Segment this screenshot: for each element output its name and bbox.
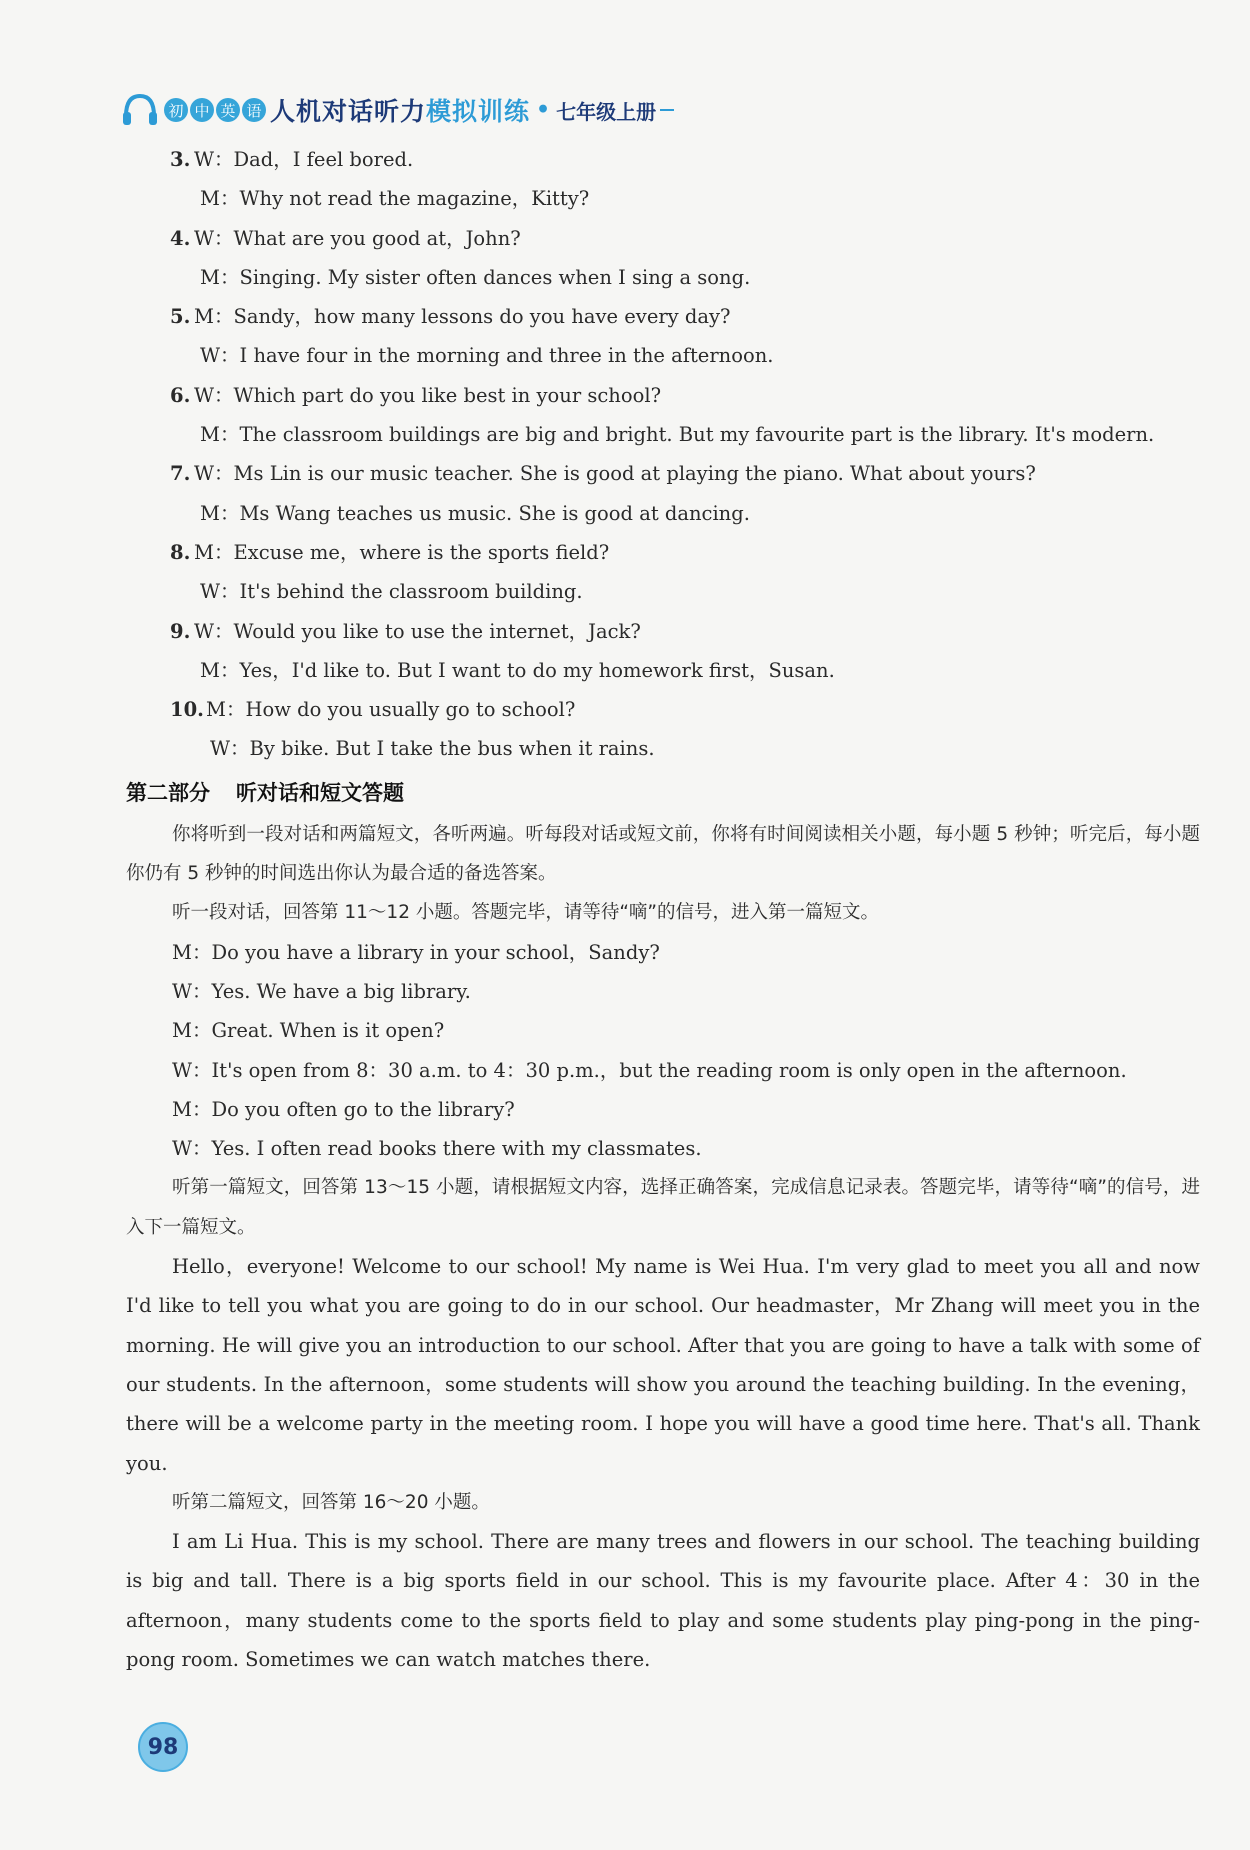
headphones-icon	[120, 90, 160, 130]
question-text: W：Which part do you like best in your school?	[194, 383, 662, 407]
subject-pill: 语	[242, 98, 266, 122]
dialogue-response: M：Singing. My sister often dances when I sing a song.	[200, 265, 751, 289]
section-label: 第二部分	[126, 780, 210, 805]
question-text: M：Sandy，how many lessons do you have every day?	[194, 305, 731, 329]
dialogue-question: 10. M：How do you usually go to school?	[170, 698, 576, 722]
header-title-main: 人机对话听力	[270, 97, 427, 126]
dialogue-line: M：Do you have a library in your school，Sandy?	[172, 940, 660, 964]
dialogue-line: M：Do you often go to the library?	[172, 1097, 515, 1121]
header-decoration	[660, 109, 674, 111]
dialogue-response: M：Yes，I'd like to. But I want to do my homework first，Susan.	[200, 658, 835, 682]
passage2-text: I am Li Hua. This is my school. There are many trees and flowers in our school. The teaching building is big and tall. There is a big sports field in our school. This is my favourite place. After 4：30 in the afternoon，many students come to the sports field to play and some students play ping-pong in the ping-pong room. Sometimes we can watch matches there.	[126, 1530, 1200, 1671]
section-title: 听对话和短文答题	[236, 780, 404, 805]
dialogue-question: 6. W：Which part do you like best in your school?	[170, 383, 662, 407]
header-grade: 七年级上册	[556, 99, 657, 124]
dialogue-question: 8. M：Excuse me，where is the sports field?	[170, 540, 610, 564]
dialogue-response: W：I have four in the morning and three in the afternoon.	[200, 344, 774, 368]
dialogue-line: W：It's open from 8：30 a.m. to 4：30 p.m.，but the reading room is only open in the afternoon.	[172, 1058, 1127, 1082]
page-header	[120, 88, 674, 132]
dialogue-question: 5. M：Sandy，how many lessons do you have every day?	[170, 305, 731, 329]
dialogue-question: 3. W：Dad，I feel bored.	[170, 148, 414, 171]
dialogue-question: 9. W：Would you like to use the internet，Jack?	[170, 619, 641, 643]
headphones-icon	[138, 1722, 188, 1772]
subject-pill: 初	[164, 98, 188, 122]
dialogue-response: M：Ms Wang teaches us music. She is good at dancing.	[200, 501, 750, 525]
dialogue-line: M：Great. When is it open?	[172, 1019, 445, 1043]
header-separator: •	[536, 97, 551, 123]
dialogue-response: M：The classroom buildings are big and bright. But my favourite part is the library. It's modern.	[200, 423, 1155, 447]
question-text: M：How do you usually go to school?	[206, 698, 576, 722]
question-text: W：Dad，I feel bored.	[194, 148, 414, 171]
dialogue-question: 4. W：What are you good at，John?	[170, 226, 521, 250]
question-text: W：Would you like to use the internet，Jack?	[194, 619, 641, 643]
question-text: W：What are you good at，John?	[194, 226, 521, 250]
question-text: M：Excuse me，where is the sports field?	[194, 540, 610, 564]
section-intro: 你将听到一段对话和两篇短文，各听两遍。听每段对话或短文前，你将有时间阅读相关小题，每小题 5 秒钟；听完后，每小题你仍有 5 秒钟的时间选出你认为最合适的备选答案。	[126, 823, 1200, 885]
passage2-instruction: 听第二篇短文，回答第 16～20 小题。	[172, 1491, 490, 1513]
question-text: W：Ms Lin is our music teacher. She is good at playing the piano. What about yours?	[194, 462, 1036, 486]
header-title-accent: 模拟训练	[426, 97, 531, 126]
passage1-text: Hello，everyone! Welcome to our school! My name is Wei Hua. I'm very glad to meet you all and now I'd like to tell you what you are going to do in our school. Our headmaster，Mr Zhang will meet you in the morning. He will give you an introduction to our school. After that you are going to have a talk with some of our students. In the afternoon，some students will show you around the teaching building. In the evening，there will be a welcome party in the meeting room. I hope you will have a good time here. That's all. Thank you.	[126, 1255, 1200, 1475]
subject-pill: 中	[190, 98, 214, 122]
dialogue-response: M：Why not read the magazine，Kitty?	[200, 187, 590, 211]
section-heading	[126, 771, 1200, 815]
passage1-instruction: 听第一篇短文，回答第 13～15 小题，请根据短文内容，选择正确答案，完成信息记录表。答题完毕，请等待“嘀”的信号，进入下一篇短文。	[126, 1177, 1200, 1238]
page-content	[126, 140, 1200, 1679]
subject-pills	[164, 98, 266, 122]
dialogue-response: W：By bike. But I take the bus when it rains.	[210, 737, 655, 761]
page-number-badge	[136, 1720, 188, 1772]
dialogue-response: W：It's behind the classroom building.	[200, 580, 583, 604]
dialogue-instruction: 听一段对话，回答第 11～12 小题。答题完毕，请等待“嘀”的信号，进入第一篇短文。	[172, 902, 880, 924]
dialogue-question: 7. W：Ms Lin is our music teacher. She is good at playing the piano. What about yours?	[170, 462, 1036, 486]
subject-pill: 英	[216, 98, 240, 122]
dialogue-line: W：Yes. I often read books there with my classmates.	[172, 1137, 702, 1161]
dialogue-line: W：Yes. We have a big library.	[172, 979, 471, 1003]
page-number: 98	[147, 1734, 179, 1760]
